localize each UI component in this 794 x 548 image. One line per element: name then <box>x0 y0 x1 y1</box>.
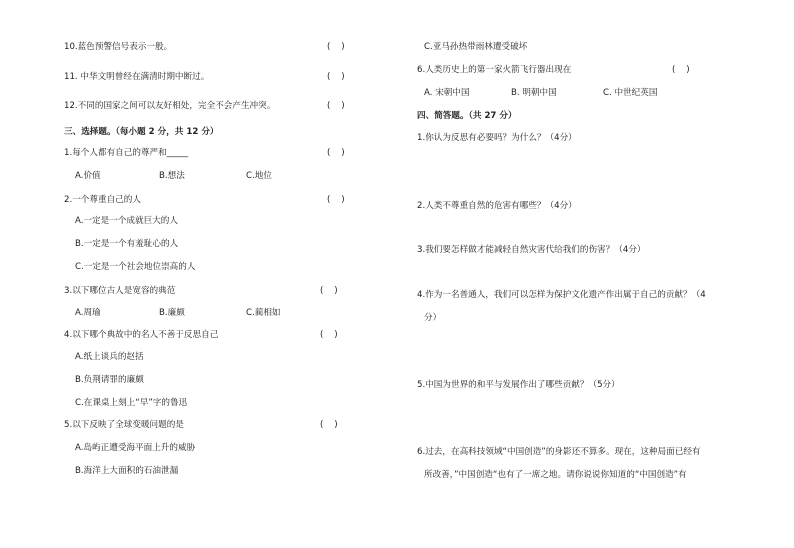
short-question-6-line1: 6.过去，在高科技领域“中国创造”的身影还不算多。现在，这种局面已经有 <box>417 447 701 457</box>
answer-paren-c2[interactable]: ( ) <box>327 195 345 205</box>
option-c3-c: C.蔺相如 <box>246 308 281 318</box>
choice-question-2: 2.一个尊重自己的人 <box>64 195 141 205</box>
answer-paren-c4[interactable]: ( ) <box>320 330 338 340</box>
option-c1-c: C.地位 <box>246 171 272 181</box>
option-c5-c: C.亚马孙热带雨林遭受破坏 <box>424 42 528 52</box>
option-c4-a: A.纸上谈兵的赵括 <box>75 352 144 362</box>
option-c3-b: B.廉颇 <box>159 308 185 318</box>
option-c6-b: B. 明朝中国 <box>511 88 557 98</box>
option-c6-c: C. 中世纪英国 <box>603 88 658 98</box>
short-question-4-line2: 分） <box>424 313 442 323</box>
question-11: 11. 中华文明曾经在满清时期中断过。 <box>64 72 210 82</box>
answer-paren-c6[interactable]: ( ) <box>672 65 690 75</box>
question-10: 10.蓝色预警信号表示一般。 <box>64 42 173 52</box>
question-12: 12.不同的国家之间可以友好相处，完全不会产生冲突。 <box>64 101 276 111</box>
choice-question-1: 1.每个人都有自己的尊严和_____ <box>64 148 189 158</box>
answer-paren-c1[interactable]: ( ) <box>327 148 345 158</box>
option-c2-c: C.一定是一个社会地位崇高的人 <box>75 262 196 272</box>
answer-paren-c3[interactable]: ( ) <box>320 286 338 296</box>
choice-question-5: 5.以下反映了全球变暖问题的是 <box>64 420 184 430</box>
choice-question-6: 6.人类历史上的第一家火箭飞行器出现在 <box>417 65 572 75</box>
option-c5-b: B.海洋上大面积的石油泄漏 <box>75 466 179 476</box>
option-c3-a: A.周瑜 <box>75 308 101 318</box>
option-c1-b: B.想法 <box>159 171 185 181</box>
short-question-6-line2: 所改善，”中国创造“也有了一席之地。请你说说你知道的“中国创造”有 <box>424 470 687 480</box>
option-c1-a: A.价值 <box>75 171 101 181</box>
choice-question-4: 4.以下哪个典故中的名人不善于反思自己 <box>64 330 219 340</box>
answer-paren-12[interactable]: ( ) <box>327 101 345 111</box>
short-question-3: 3.我们要怎样做才能减轻自然灾害代给我们的伤害？（4分） <box>417 245 646 255</box>
short-question-5: 5.中国为世界的和平与发展作出了哪些贡献？（5分） <box>417 380 620 390</box>
option-c2-b: B.一定是一个有羞耻心的人 <box>75 239 179 249</box>
option-c4-b: B.负荆请罪的廉颇 <box>75 375 144 385</box>
option-c6-a: A. 宋朝中国 <box>424 88 470 98</box>
answer-paren-c5[interactable]: ( ) <box>320 420 338 430</box>
option-c4-c: C.在课桌上刻上“早”字的鲁迅 <box>75 398 188 408</box>
option-c2-a: A.一定是一个成就巨大的人 <box>75 216 178 226</box>
section-4-heading: 四、简答题。（共 27 分） <box>417 111 517 121</box>
short-question-1: 1.你认为反思有必要吗？为什么？（4分） <box>417 133 577 143</box>
choice-question-3: 3.以下哪位古人是宽容的典范 <box>64 286 176 296</box>
answer-paren-11[interactable]: ( ) <box>327 72 345 82</box>
section-3-heading: 三、选择题。（每小题 2 分，共 12 分） <box>64 127 219 137</box>
answer-paren-10[interactable]: ( ) <box>327 42 345 52</box>
short-question-2: 2.人类不尊重自然的危害有哪些？（4分） <box>417 201 577 211</box>
option-c5-a: A.岛屿正遭受海平面上升的威胁 <box>75 443 196 453</box>
short-question-4-line1: 4.作为一名普通人，我们可以怎样为保护文化遗产作出属于自己的贡献？（4 <box>417 290 706 300</box>
